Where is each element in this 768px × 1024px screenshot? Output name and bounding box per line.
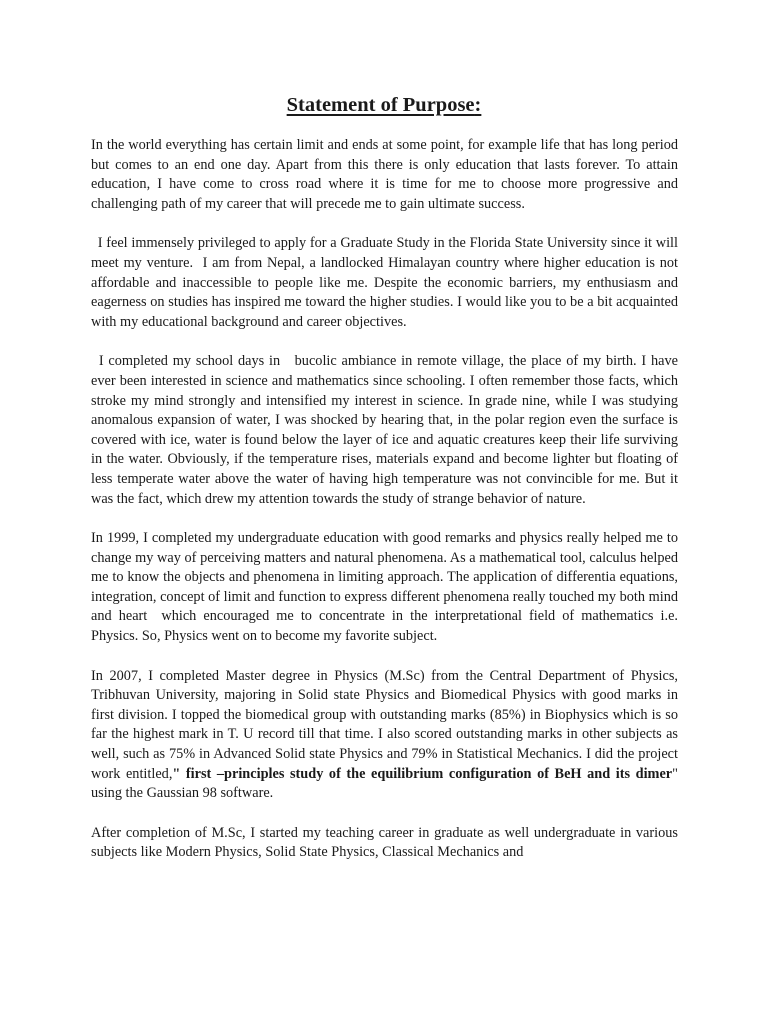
masters-text-end: " using the Gaussian 98 software. [91,765,682,802]
paragraph-school: I completed my school days in bucolic ambiance in remote village, the place of my birth. I have ever been interested in science and mathematics since schooling. I often remember those facts, which stroke my mind strongly and intensified my interest in science. In grade nine, while I was studying anomalous expansion of water, I was shocked by hearing that, in the polar region even the surface is covered with ice, water is found below the layer of ice and aquatic creatures keep their life surviving in the water. Obviously, if the temperature rises, materials expand and become lighter but floating of less temperate water above the water of having high temperature was not convincible for me. But it was the fact, which drew my attention towards the study of strange behavior of nature. [91,353,682,507]
paragraph-intro: In the world everything has certain limit and ends at some point, for example life that has long period but comes to an end one day. Apart from this there is only education that lasts forever. To attain education, I have come to cross road where it is time for me to choose more progressive and challenging path of my career that will precede me to gain ultimate success. [91,137,682,212]
paragraph-masters [91,667,682,804]
document-body [91,136,682,864]
title-text: Statement of Purpose [286,94,475,116]
paragraph-undergraduate: In 1999, I completed my undergraduate education with good remarks and physics really helped me to change my way of perceiving matters and natural phenomena. As a mathematical tool, calculus helped me to know the objects and phenomena in limiting approach. The application of differentia equations, integration, concept of limit and function to express different phenomena really touched my both mind and heart which encouraged me to concentrate in the interpretational field of mathematics i.e. Physics. So, Physics went on to become my favorite subject. [91,530,682,645]
paragraph-teaching: After completion of M.Sc, I started my teaching career in graduate as well undergraduate in various subjects like Modern Physics, Solid State Physics, Classical Mechanics and [91,824,682,861]
title-colon: : [474,94,482,116]
masters-text: In 2007, I completed Master degree in Physics (M.Sc) from the Central Department of Physics, Tribhuvan University, majoring in Solid state Physics and Biomedical Physics with good marks in first division. I topped the biomedical group with outstanding marks (85%) in Biophysics which is so far the highest mark in T. U record till that time. I also scored outstanding marks in other subjects as well, such as 75% in Advanced Solid state Physics and 79% in Statistical Mechanics. I did the project work entitled, [91,667,682,782]
project-title: " first –principles study of the equilibrium configuration of BeH and its dimer [172,765,673,782]
paragraph-motivation: I feel immensely privileged to apply for a Graduate Study in the Florida State University since it will meet my venture. I am from Nepal, a landlocked Himalayan country where higher education is not affordable and inaccessible to people like me. Despite the economic barriers, my enthusiasm and eagerness on studies has inspired me toward the higher studies. I would like you to be a bit acquainted with my educational background and career objectives. [91,235,682,330]
page-title [0,92,768,118]
